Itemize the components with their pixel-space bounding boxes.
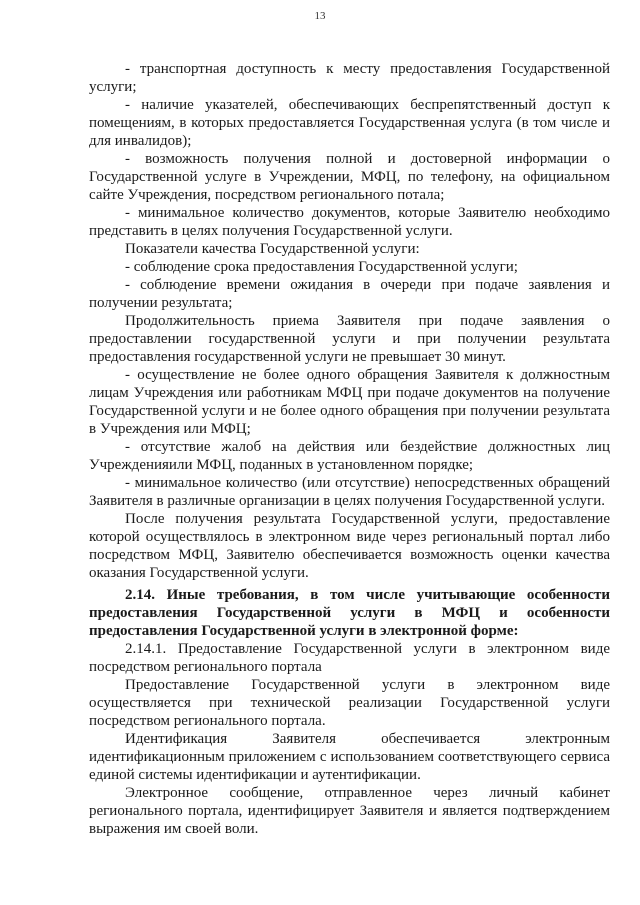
paragraph-single-appeal: - осуществление не более одного обращения Заявителя к должностным лицам Учреждения или работникам МФЦ при подаче документов на получение Государственной услуги и не более одного обращения при получении результата в Учреждения или МФЦ;	[89, 367, 610, 437]
paragraph-quality-indicators-heading: Показатели качества Государственной услуги:	[125, 241, 420, 257]
paragraph-identification: Идентификация Заявителя обеспечивается электронным идентификационным приложением с использованием соответствующего сервиса единой системы идентификации и аутентификации.	[89, 731, 610, 783]
paragraph-minimal-documents: - минимальное количество документов, которые Заявителю необходимо представить в целях получения Государственной услуги.	[89, 205, 610, 239]
paragraph-2-14-1: 2.14.1. Предоставление Государственной услуги в электронном виде посредством регионального портала	[89, 641, 610, 675]
paragraph-minimal-appeals: - минимальное количество (или отсутствие) непосредственных обращений Заявителя в различные организации в целях получения Государственной услуги.	[89, 475, 610, 509]
document-body	[89, 60, 610, 838]
paragraph-waiting-time: - соблюдение времени ожидания в очереди при подаче заявления и получении результата;	[89, 277, 610, 311]
section-heading-2-14: 2.14. Иные требования, в том числе учитывающие особенности предоставления Государственной услуги в МФЦ и особенности предоставления Государственной услуги в электронной форме:	[89, 587, 610, 639]
paragraph-electronic-message: Электронное сообщение, отправленное через личный кабинет регионального портала, идентифицирует Заявителя и является подтверждением выражения им своей воли.	[89, 785, 610, 837]
paragraph-deadline-compliance: - соблюдение срока предоставления Государственной услуги;	[125, 259, 518, 275]
paragraph-no-complaints: - отсутствие жалоб на действия или бездействие должностных лиц Учрежденияили МФЦ, поданных в установленном порядке;	[89, 439, 610, 473]
paragraph-reception-duration: Продолжительность приема Заявителя при подаче заявления о предоставлении государственной услуги и при получении результата предоставления государственной услуги не превышает 30 минут.	[89, 313, 610, 365]
paragraph-electronic-provision: Предоставление Государственной услуги в электронном виде осуществляется при технической реализации Государственной услуги посредством регионального портала.	[89, 677, 610, 729]
page-number: 13	[314, 10, 326, 22]
paragraph-quality-assessment: После получения результата Государственной услуги, предоставление которой осуществлялось в электронном виде через региональный портал либо посредством МФЦ, Заявителю обеспечивается возможность оценки качества оказания Государственной услуги.	[89, 511, 610, 581]
paragraph-information-availability: - возможность получения полной и достоверной информации о Государственной услуге в Учреждении, МФЦ, по телефону, на официальном сайте Учреждения, посредством регионального потала;	[89, 151, 610, 203]
paragraph-transport-accessibility: - транспортная доступность к месту предоставления Государственной услуги;	[89, 61, 610, 95]
paragraph-signs-accessibility: - наличие указателей, обеспечивающих беспрепятственный доступ к помещениям, в которых предоставляется Государственная услуга (в том числе и для инвалидов);	[89, 97, 610, 149]
